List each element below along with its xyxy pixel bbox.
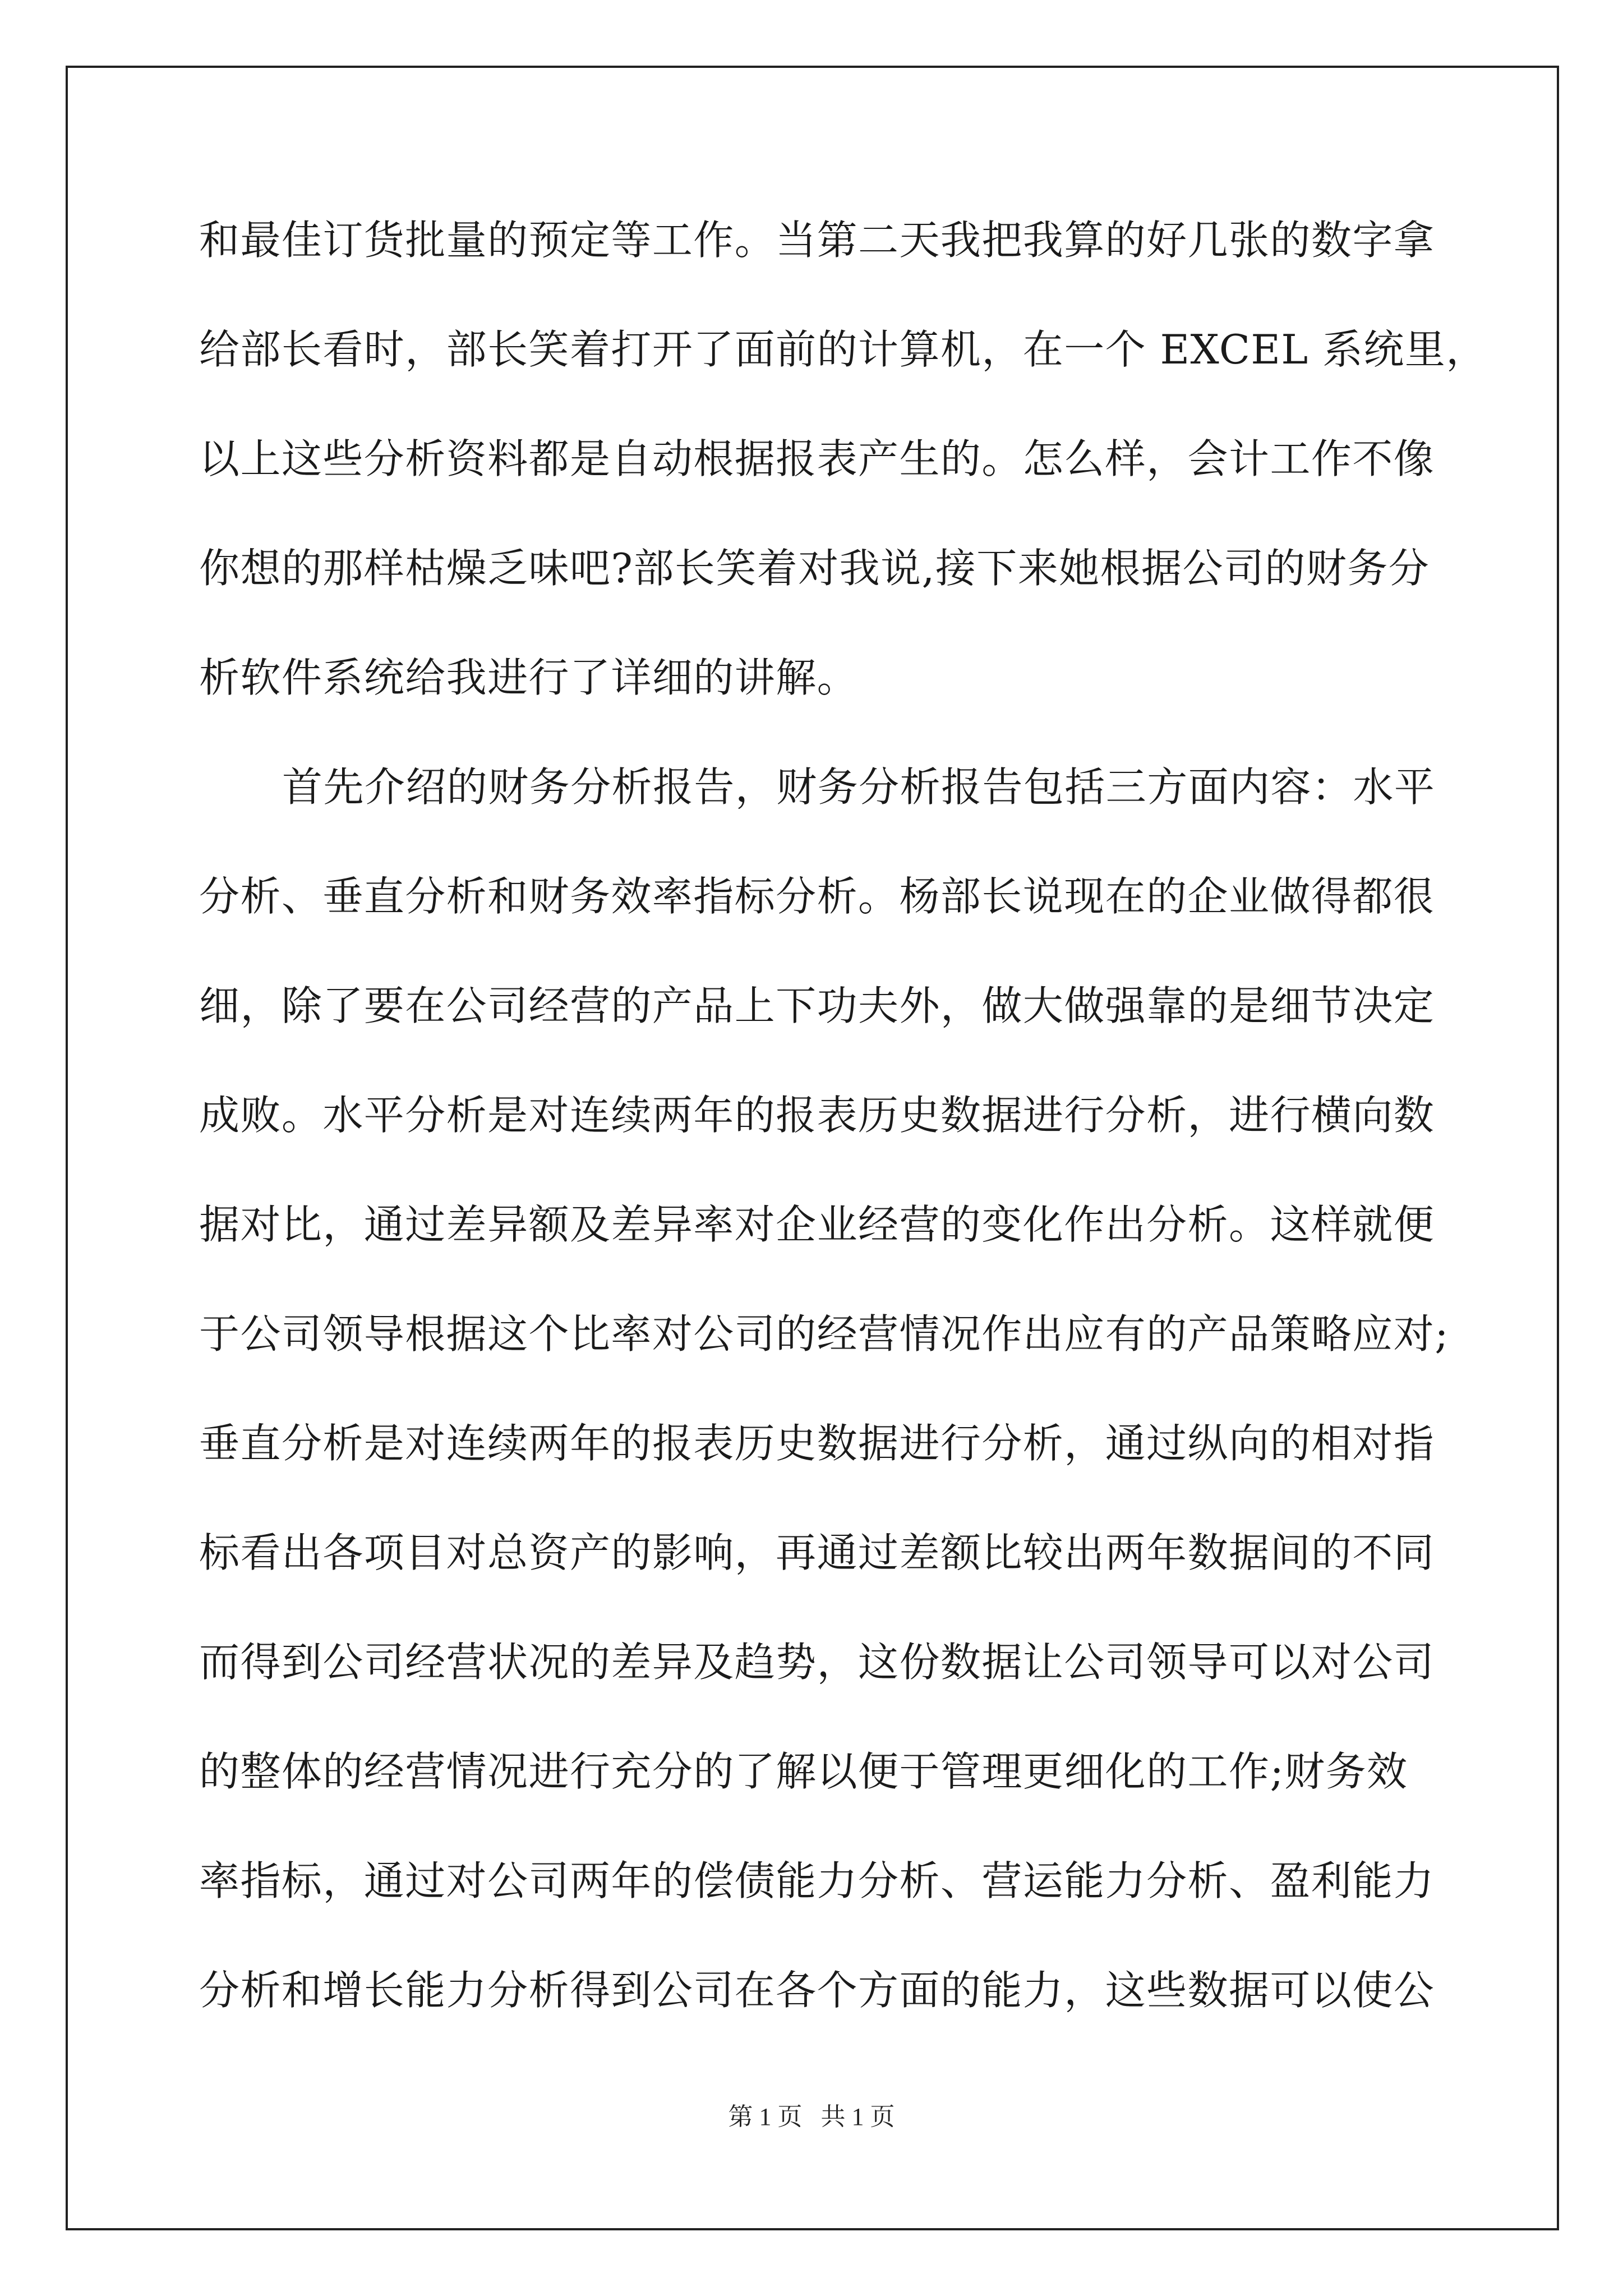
text-line: 标看出各项目对总资产的影响，再通过差额比较出两年数据间的不同 bbox=[199, 1529, 1435, 1576]
text-line: 细，除了要在公司经营的产品上下功夫外，做大做强靠的是细节决定 bbox=[199, 982, 1435, 1029]
text-line: 成败。水平分析是对连续两年的报表历史数据进行分析，进行横向数 bbox=[199, 1092, 1435, 1139]
text-line: 分析和增长能力分析得到公司在各个方面的能力，这些数据可以使公 bbox=[199, 1967, 1435, 2014]
text-line: 率指标，通过对公司两年的偿债能力分析、营运能力分析、盈利能力 bbox=[199, 1857, 1435, 1904]
text-line: 而得到公司经营状况的差异及趋势，这份数据让公司领导可以对公司 bbox=[199, 1639, 1435, 1686]
text-line: 首先介绍的财务分析报告，财务分析报告包括三方面内容：水平 bbox=[282, 763, 1436, 811]
text-line: 垂直分析是对连续两年的报表历史数据进行分析，通过纵向的相对指 bbox=[199, 1420, 1435, 1467]
text-line: 给部长看时，部长笑着打开了面前的计算机，在一个 EXCEL 系统里， bbox=[199, 326, 1487, 373]
text-line: 析软件系统给我进行了详细的讲解。 bbox=[199, 654, 859, 701]
text-line: 以上这些分析资料都是自动根据报表产生的。怎么样，会计工作不像 bbox=[199, 435, 1435, 482]
text-line: 和最佳订货批量的预定等工作。当第二天我把我算的好几张的数字拿 bbox=[199, 217, 1435, 264]
text-line: 分析、垂直分析和财务效率指标分析。杨部长说现在的企业做得都很 bbox=[199, 873, 1435, 920]
text-line: 据对比，通过差异额及差异率对企业经营的变化作出分析。这样就便 bbox=[199, 1201, 1435, 1248]
text-line: 你想的那样枯燥乏味吧?部长笑着对我说,接下来她根据公司的财务分 bbox=[199, 545, 1430, 592]
text-line: 于公司领导根据这个比率对公司的经营情况作出应有的产品策略应对; bbox=[199, 1310, 1449, 1358]
text-line: 的整体的经营情况进行充分的了解以便于管理更细化的工作;财务效 bbox=[199, 1748, 1408, 1795]
page-number-footer: 第 1 页 共 1 页 bbox=[728, 2103, 895, 2131]
